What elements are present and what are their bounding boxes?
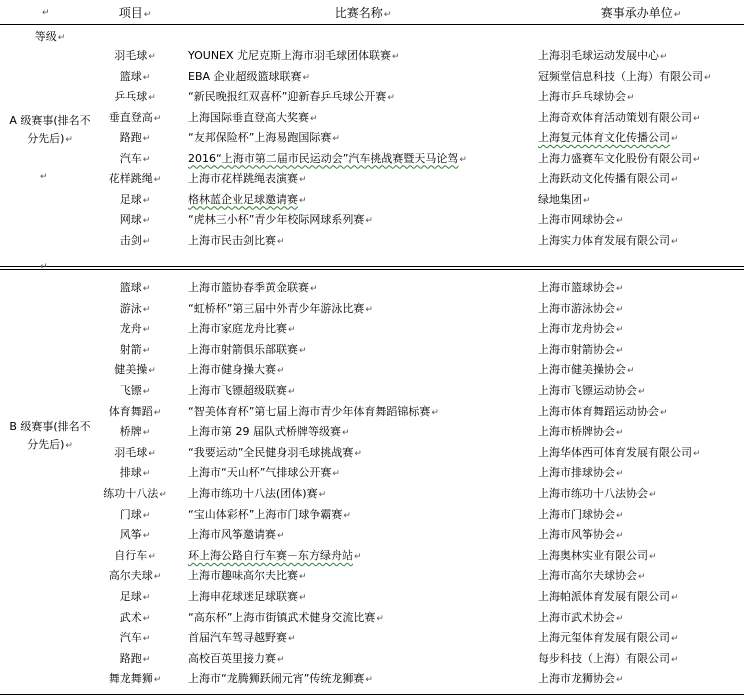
table-row: [0, 190, 744, 210]
competition-cell: 上海市风筝邀请赛↵: [188, 528, 285, 542]
competition-cell: 上海市练功十八法(团体)赛↵: [188, 487, 327, 500]
competition-cell: “虎林三小杯”青少年校际网球系列赛↵: [188, 213, 373, 226]
organizer-cell: 上海奥林实业有限公司↵: [538, 548, 657, 562]
header-organizer: 赛事承办单位↵: [600, 6, 682, 20]
competition-cell: 首届汽车驾寻越野赛↵: [188, 631, 296, 645]
organizer-cell: 上海市武术协会↵: [538, 610, 624, 624]
organizer-cell: 上海华体西可体育发展有限公司↵: [538, 445, 701, 459]
organizer-cell: 上海市高尔夫球协会↵: [538, 569, 646, 583]
item-cell: 桥牌↵: [119, 425, 151, 439]
competition-cell: “智美体育杯”第七届上海市青少年体育舞蹈锦标赛↵: [188, 404, 439, 418]
competition-cell: 上海市趣味高尔夫比赛↵: [188, 569, 307, 583]
table-row: [0, 360, 744, 380]
competition-cell: 高校百英里接力赛↵: [188, 651, 285, 665]
group-separator-bottom: [0, 269, 744, 270]
organizer-cell: 上海市练功十八法协会↵: [538, 487, 657, 500]
item-cell: 排球↵: [119, 466, 151, 480]
table-row: [0, 669, 744, 689]
table-row: [0, 278, 744, 298]
table-row: [0, 525, 744, 545]
competition-cell: 上海市“龙腾狮跃闹元宵”传统龙狮赛↵: [188, 672, 373, 686]
table-row: [0, 87, 744, 107]
organizer-cell: 上海实力体育发展有限公司↵: [538, 233, 679, 247]
table-row: [0, 169, 744, 189]
paragraph-mark-top: ↵: [42, 8, 50, 18]
table-row: [0, 505, 744, 525]
competition-cell: “我要运动”全民健身羽毛球挑战赛↵: [188, 445, 362, 459]
organizer-cell: 上海市篮球协会↵: [538, 281, 624, 294]
group-a-label: A 级赛事(排名不分先后)↵: [9, 114, 91, 145]
competition-cell: 上海国际垂直登高大奖赛↵: [188, 110, 318, 124]
item-cell: 羽毛球↵: [114, 445, 156, 459]
item-cell: 自行车↵: [114, 548, 156, 562]
organizer-cell: 上海市门球协会↵: [538, 507, 624, 521]
competition-cell: 上海市花样跳绳表演赛↵: [188, 172, 307, 185]
competition-cell: “新民晚报红双喜杯”迎新春乒乓球公开赛↵: [188, 90, 395, 103]
item-cell: 足球↵: [119, 590, 151, 603]
organizer-cell: 上海力盛赛车文化股份有限公司↵: [538, 151, 701, 165]
item-cell: 花样跳绳↵: [108, 172, 162, 185]
table-row: [0, 128, 744, 148]
item-cell: 射箭↵: [119, 342, 151, 356]
competition-cell: 2016“上海市第二届市民运动会”汽车挑战赛暨天马论驾↵: [188, 151, 467, 165]
organizer-cell: 上海市龙舟协会↵: [538, 322, 624, 336]
competition-cell: 上海申花球迷足球联赛↵: [188, 590, 307, 603]
table-row: [0, 628, 744, 648]
header-rule: [0, 24, 744, 25]
organizer-cell: 上海市网球协会↵: [538, 213, 624, 226]
table-row: [0, 608, 744, 628]
competition-cell: 上海市第 29 届队式桥牌等级赛↵: [188, 425, 350, 439]
item-cell: 游泳↵: [119, 301, 151, 315]
table-bottom-rule: [0, 694, 744, 695]
item-cell: 篮球↵: [119, 281, 151, 294]
organizer-cell: 上海市射箭协会↵: [538, 342, 624, 356]
competition-cell: “宝山体彩杯”上海市门球争霸赛↵: [188, 507, 351, 521]
item-cell: 路跑↵: [119, 651, 151, 665]
item-cell: 足球↵: [119, 192, 151, 206]
paragraph-mark-group-a: ↵: [40, 172, 48, 182]
organizer-cell: 上海市龙狮协会↵: [538, 672, 624, 686]
table-row: [0, 566, 744, 586]
item-cell: 练功十八法↵: [103, 487, 167, 500]
competition-cell: EBA 企业超级篮球联赛↵: [188, 69, 311, 83]
table-row: [0, 67, 744, 87]
organizer-cell: 上海羽毛球运动发展中心↵: [538, 49, 668, 62]
competition-cell: 上海市家庭龙舟比赛↵: [188, 322, 296, 336]
header-item: 项目↵: [118, 6, 152, 20]
table-row: [0, 231, 744, 251]
organizer-cell: 上海市体育舞蹈运动协会↵: [538, 404, 668, 418]
item-cell: 健美操↵: [114, 363, 156, 377]
organizer-cell: 上海元玺体育发展有限公司↵: [538, 631, 679, 645]
competition-cell: 格林蓝企业足球邀请赛↵: [188, 192, 307, 206]
competition-cell: “友邦保险杯”上海易跑国际赛↵: [188, 131, 340, 144]
table-row: [0, 484, 744, 504]
competition-cell: 上海市健身操大赛↵: [188, 363, 285, 377]
paragraph-mark-separator: ↵: [40, 262, 48, 272]
item-cell: 篮球↵: [119, 69, 151, 83]
table-row: [0, 381, 744, 401]
organizer-cell: 上海市风筝协会↵: [538, 528, 624, 542]
item-cell: 路跑↵: [119, 131, 151, 144]
organizer-cell: 上海市乒乓球协会↵: [538, 90, 635, 103]
item-cell: 体育舞蹈↵: [108, 404, 162, 418]
item-cell: 网球↵: [119, 213, 151, 226]
item-cell: 风筝↵: [119, 528, 151, 542]
organizer-cell: 上海帕派体育发展有限公司↵: [538, 590, 679, 603]
item-cell: 汽车↵: [119, 151, 151, 165]
competition-cell: 上海市民击剑比赛↵: [188, 233, 285, 247]
table-row: [0, 422, 744, 442]
organizer-cell: 上海市健美操协会↵: [538, 363, 635, 377]
item-cell: 门球↵: [119, 507, 151, 521]
organizer-cell: 上海市飞镖运动协会↵: [538, 384, 646, 397]
table-row: [0, 210, 744, 230]
group-separator-top: [0, 266, 744, 267]
organizer-cell: 上海市排球协会↵: [538, 466, 624, 480]
competition-cell: “高东杯”上海市街镇武术健身交流比赛↵: [188, 610, 384, 624]
item-cell: 舞龙舞狮↵: [108, 672, 162, 686]
group-b-label: B 级赛事(排名不分先后)↵: [9, 420, 91, 451]
table-row: [0, 402, 744, 422]
table-row: [0, 319, 744, 339]
table-row: [0, 463, 744, 483]
table-row: [0, 587, 744, 607]
table-row: [0, 46, 744, 66]
competition-cell: 上海市篮协春季黄金联赛↵: [188, 281, 318, 294]
table-row: [0, 149, 744, 169]
header-competition: 比赛名称↵: [334, 6, 392, 20]
organizer-cell: 上海市桥牌协会↵: [538, 425, 624, 439]
item-cell: 垂直登高↵: [108, 110, 162, 124]
organizer-cell: 冠频堂信息科技（上海）有限公司↵: [538, 69, 712, 83]
item-cell: 羽毛球↵: [114, 49, 156, 62]
competition-cell: YOUNEX 尤尼克斯上海市羽毛球团体联赛↵: [188, 49, 400, 62]
competition-cell: 上海市飞镖超级联赛↵: [188, 384, 296, 397]
table-row: [0, 443, 744, 463]
organizer-cell: 上海跃动文化传播有限公司↵: [538, 172, 679, 185]
competition-cell: “虹桥杯”第三届中外青少年游泳比赛↵: [188, 301, 373, 315]
competition-cell: 上海市“天山杯”气排球公开赛↵: [188, 466, 340, 480]
item-cell: 高尔夫球↵: [108, 569, 162, 583]
organizer-cell: 上海市游泳协会↵: [538, 301, 624, 315]
table-row: [0, 649, 744, 669]
organizer-cell: 上海复元体育文化传播公司↵: [538, 131, 679, 144]
item-cell: 击剑↵: [119, 233, 151, 247]
competition-cell: 上海市射箭俱乐部联赛↵: [188, 342, 307, 356]
competition-cell: 环上海公路自行车赛－东方绿舟站↵: [188, 548, 362, 562]
item-cell: 飞镖↵: [119, 384, 151, 397]
item-cell: 武术↵: [119, 610, 151, 624]
table-row: [0, 340, 744, 360]
level-label: 等级↵: [34, 30, 66, 43]
organizer-cell: 上海奇欢体育活动策划有限公司↵: [538, 110, 701, 124]
table-row: [0, 108, 744, 128]
organizer-cell: 绿地集团↵: [538, 192, 591, 206]
item-cell: 乒乓球↵: [114, 90, 156, 103]
item-cell: 汽车↵: [119, 631, 151, 645]
table-row: [0, 299, 744, 319]
organizer-cell: 每步科技（上海）有限公司↵: [538, 651, 679, 665]
item-cell: 龙舟↵: [119, 322, 151, 336]
table-row: [0, 546, 744, 566]
